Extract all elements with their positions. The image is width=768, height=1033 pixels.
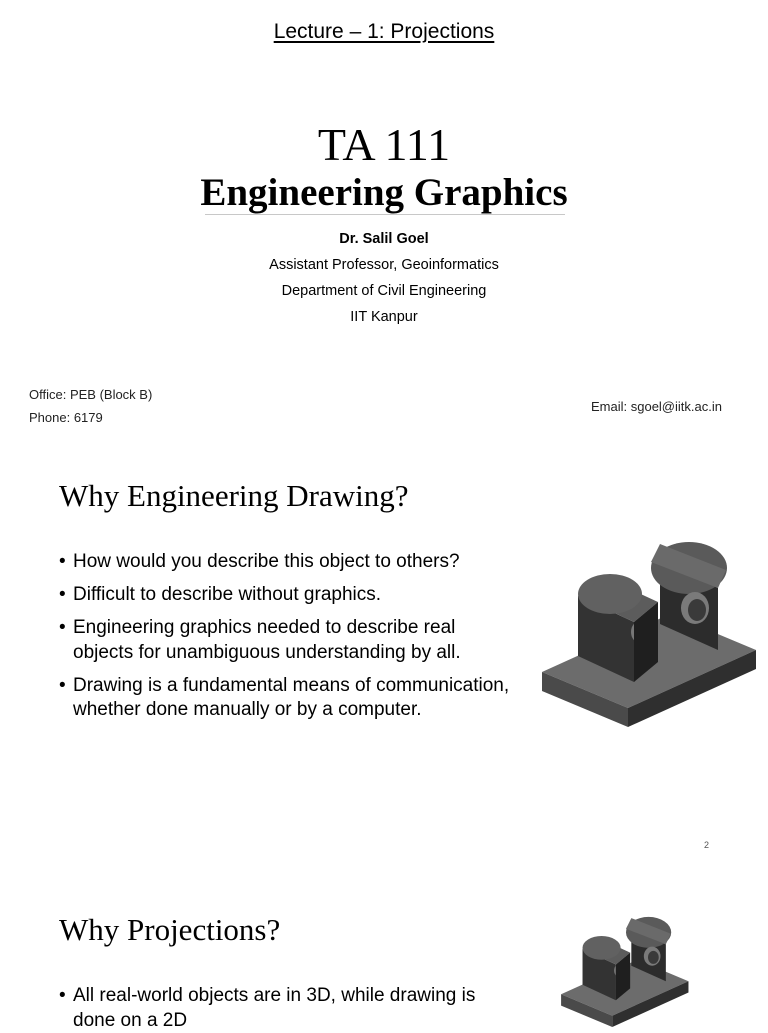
office-info: Office: PEB (Block B) xyxy=(29,387,153,402)
bullet-icon: • xyxy=(59,985,66,1006)
presenter-department: Department of Civil Engineering xyxy=(281,283,487,299)
list-item: • Engineering graphics needed to describe real objects for unambiguous understanding by all. xyxy=(59,617,461,663)
isometric-bearing-block-icon xyxy=(530,522,762,732)
phone-info: Phone: 6179 xyxy=(29,410,103,425)
course-code: TA 111 xyxy=(317,119,451,170)
bullet-icon: • xyxy=(59,551,66,572)
page-number: 2 xyxy=(704,840,710,850)
slide3-heading: Why Projections? xyxy=(59,912,281,947)
list-item: • Difficult to describe without graphics. xyxy=(59,583,519,608)
isometric-bearing-block-icon xyxy=(548,905,698,1030)
slide3-bullet-list xyxy=(59,984,519,1033)
course-title: Engineering Graphics xyxy=(200,171,568,214)
presenter-institute: IIT Kanpur xyxy=(350,309,418,325)
list-item: • Drawing is a fundamental means of communication, whether done manually or by a computer. xyxy=(59,674,510,720)
bullet-icon: • xyxy=(59,674,66,696)
slide2-bullet-list xyxy=(59,550,519,731)
presenter-role: Assistant Professor, Geoinformatics xyxy=(269,257,499,273)
bullet-icon: • xyxy=(59,584,66,605)
title-divider xyxy=(205,214,565,215)
presenter-name: Dr. Salil Goel xyxy=(339,231,429,247)
list-item: • How would you describe this object to others? xyxy=(59,550,519,575)
bullet-icon: • xyxy=(59,617,66,638)
slide2-heading: Why Engineering Drawing? xyxy=(59,478,409,513)
email-info: Email: sgoel@iitk.ac.in xyxy=(591,399,722,414)
lecture-title: Lecture – 1: Projections xyxy=(273,20,495,43)
list-item: • All real-world objects are in 3D, while drawing is done on a 2D xyxy=(59,985,476,1031)
